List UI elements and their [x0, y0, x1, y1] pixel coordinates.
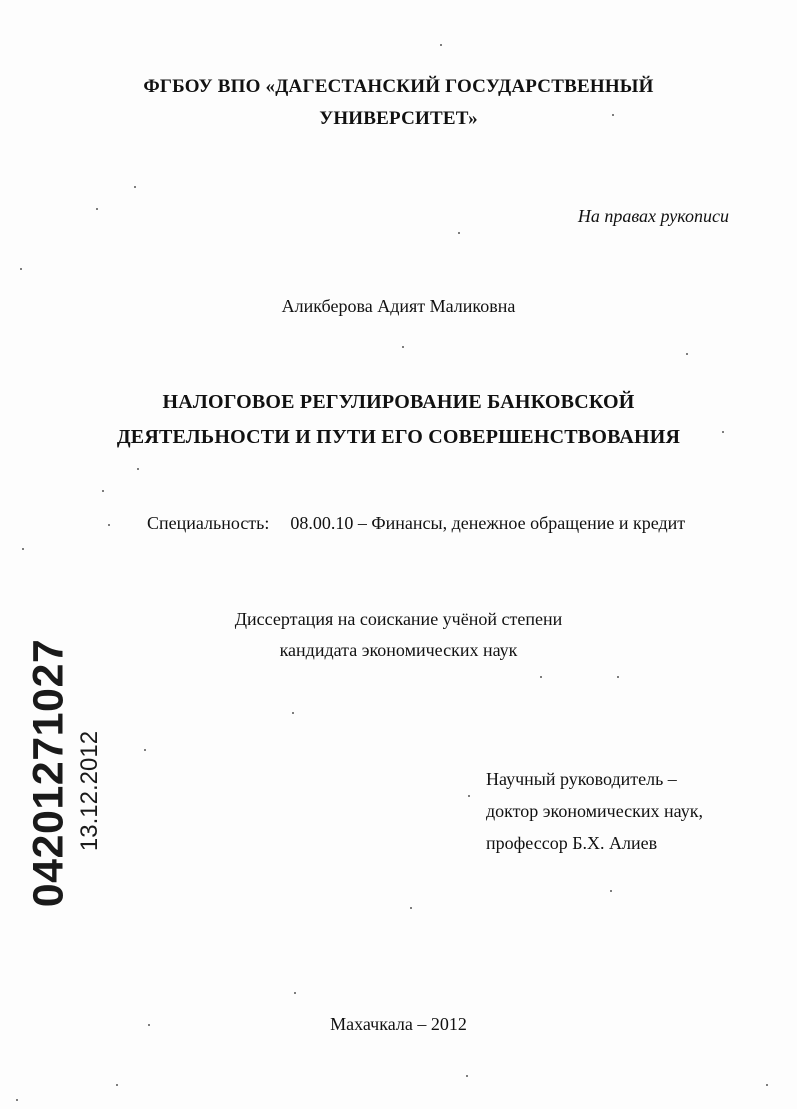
scan-speck [468, 795, 470, 797]
scan-speck [96, 208, 98, 210]
author-name: Аликберова Адият Маликовна [281, 296, 516, 316]
scan-speck [22, 548, 24, 550]
stamp-date-text: 13.12.2012 [76, 730, 103, 851]
scan-speck [766, 1084, 768, 1086]
scan-speck [466, 1075, 468, 1077]
specialty-label: Специальность: [147, 513, 270, 533]
scan-speck [16, 1099, 18, 1101]
dissertation-title-line1: НАЛОГОВОЕ РЕГУЛИРОВАНИЕ БАНКОВСКОЙ [162, 391, 635, 413]
specialty-line [147, 513, 685, 534]
scan-speck [102, 490, 104, 492]
scan-speck [294, 992, 296, 994]
scan-speck [458, 232, 460, 234]
scan-speck [134, 186, 136, 188]
institution-name-line1: ФГБОУ ВПО «ДАГЕСТАНСКИЙ ГОСУДАРСТВЕННЫЙ [143, 76, 654, 97]
scan-speck [410, 907, 412, 909]
place-and-year: Махачкала – 2012 [330, 1014, 467, 1034]
supervisor-line2: доктор экономических наук, [486, 801, 703, 821]
scan-speck [108, 524, 110, 526]
scan-speck [292, 712, 294, 714]
supervisor-line3: профессор Б.Х. Алиев [486, 833, 658, 853]
stamp-code-text: 04201271027 [24, 638, 73, 907]
specialty-value: 08.00.10 – Финансы, денежное обращение и кредит [290, 513, 686, 533]
scan-speck [686, 353, 688, 355]
manuscript-rights-note: На правах рукописи [577, 206, 729, 226]
scan-speck [617, 676, 619, 678]
degree-line2: кандидата экономических наук [279, 640, 518, 660]
scan-speck [144, 749, 146, 751]
scan-speck [402, 346, 404, 348]
scan-speck [20, 268, 22, 270]
scan-speck [540, 676, 542, 678]
degree-line1: Диссертация на соискание учёной степени [234, 609, 563, 629]
supervisor-line1: Научный руководитель – [486, 769, 677, 789]
scan-speck [612, 114, 614, 116]
scan-speck [440, 44, 442, 46]
library-stamp-code [22, 638, 76, 907]
scan-speck [148, 1024, 150, 1026]
scan-speck [137, 468, 139, 470]
dissertation-title-line2: ДЕЯТЕЛЬНОСТИ И ПУТИ ЕГО СОВЕРШЕНСТВОВАНИЯ [116, 426, 681, 448]
institution-name-line2: УНИВЕРСИТЕТ» [319, 108, 478, 129]
scan-speck [610, 890, 612, 892]
scan-speck [116, 1084, 118, 1086]
library-stamp-date [72, 728, 108, 853]
scan-speck [722, 431, 724, 433]
